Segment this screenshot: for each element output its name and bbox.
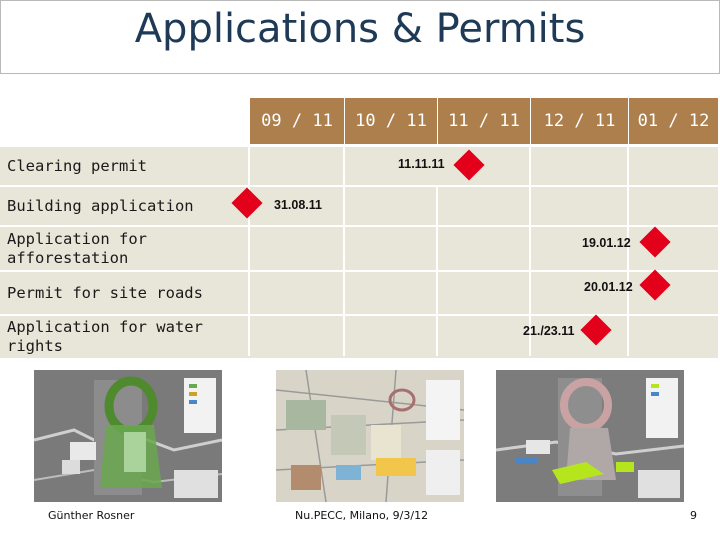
site-map-image (34, 370, 222, 502)
grid-line (627, 145, 629, 356)
month-header: 09 / 11 (250, 98, 344, 144)
row-label: Application for water rights (7, 318, 203, 355)
month-header: 12 / 11 (531, 98, 628, 144)
grid-line (343, 145, 345, 356)
site-map-image (276, 370, 464, 502)
row-label: Application for afforestation (7, 229, 147, 267)
row-label: Permit for site roads (7, 283, 203, 302)
slide-title: Applications & Permits (134, 6, 586, 52)
footer-author: Günther Rosner (48, 509, 135, 522)
row-label: Building application (7, 196, 194, 215)
month-header: 11 / 11 (438, 98, 530, 144)
month-header: 10 / 11 (345, 98, 437, 144)
row-label: Clearing permit (7, 156, 147, 175)
date-label: 20.01.12 (584, 280, 633, 294)
footer-event: Nu.PECC, Milano, 9/3/12 (295, 509, 429, 522)
site-map-image (496, 370, 684, 502)
date-label: 21./23.11 (523, 324, 575, 338)
table-row (0, 145, 718, 185)
grid-line (436, 185, 438, 356)
table-row (0, 185, 718, 225)
month-header: 01 / 12 (629, 98, 718, 144)
table-row (0, 314, 718, 358)
footer-page-number: 9 (690, 509, 697, 522)
date-label: 11.11.11 (398, 157, 445, 171)
date-label: 19.01.12 (582, 236, 631, 250)
grid-line (248, 145, 250, 356)
date-label: 31.08.11 (274, 198, 322, 212)
